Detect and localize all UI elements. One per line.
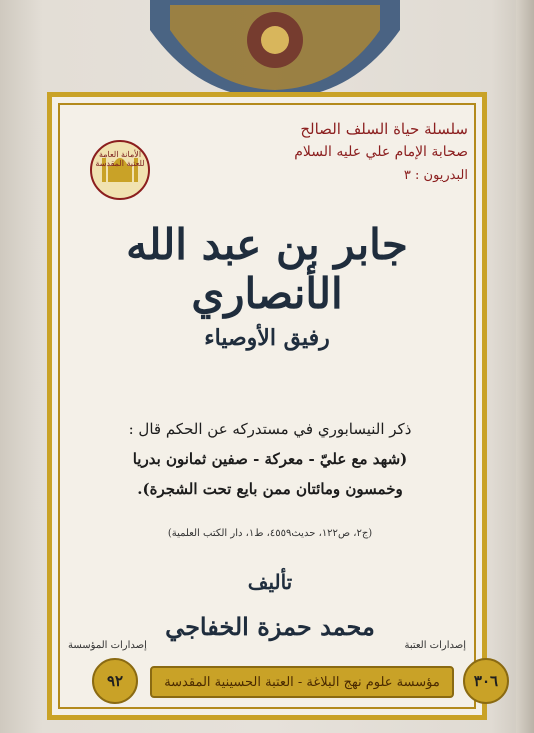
series-title: سلسلة حياة السلف الصالح: [300, 120, 468, 138]
series-number: البدريون : ٣: [403, 168, 468, 183]
book-subtitle: رفيق الأوصياء: [204, 325, 330, 351]
quote-line-1: ذكر النيسابوري في مستدركه عن الحكم قال :: [128, 420, 412, 438]
reference-citation: (ج٢، ص١٢٢، حديث٤٥٥٩، ط١، دار الكتب العلمية): [167, 528, 373, 539]
shrine-logo-icon: [90, 140, 150, 200]
publisher-releases-label: إصدارات المؤسسة: [68, 640, 147, 651]
top-ornament-icon: [150, 0, 400, 98]
spine-edge: [516, 0, 534, 733]
shrine-releases-label: إصدارات العتبة: [404, 640, 466, 651]
logo-text: الأمانة العامة للعتبة المقدسة: [95, 150, 145, 168]
authorship-label: تأليف: [247, 570, 293, 594]
series-subtitle: صحابة الإمام علي عليه السلام: [294, 144, 468, 160]
quote-line-2: (شهد مع عليّ - معركة - صفين ثمانون بدريا: [132, 450, 408, 468]
shrine-release-number: ٣٠٦: [463, 658, 509, 704]
quote-line-3: وخمسون ومائتان ممن بايع تحت الشجرة).: [137, 480, 403, 498]
publisher-release-number: ٩٢: [92, 658, 138, 704]
author-name: محمد حمزة الخفاجي: [165, 612, 375, 641]
book-title: جابر بن عبد الله الأنصاري: [126, 220, 408, 318]
publisher-name: مؤسسة علوم نهج البلاغة - العتبة الحسينية المقدسة: [150, 666, 454, 698]
